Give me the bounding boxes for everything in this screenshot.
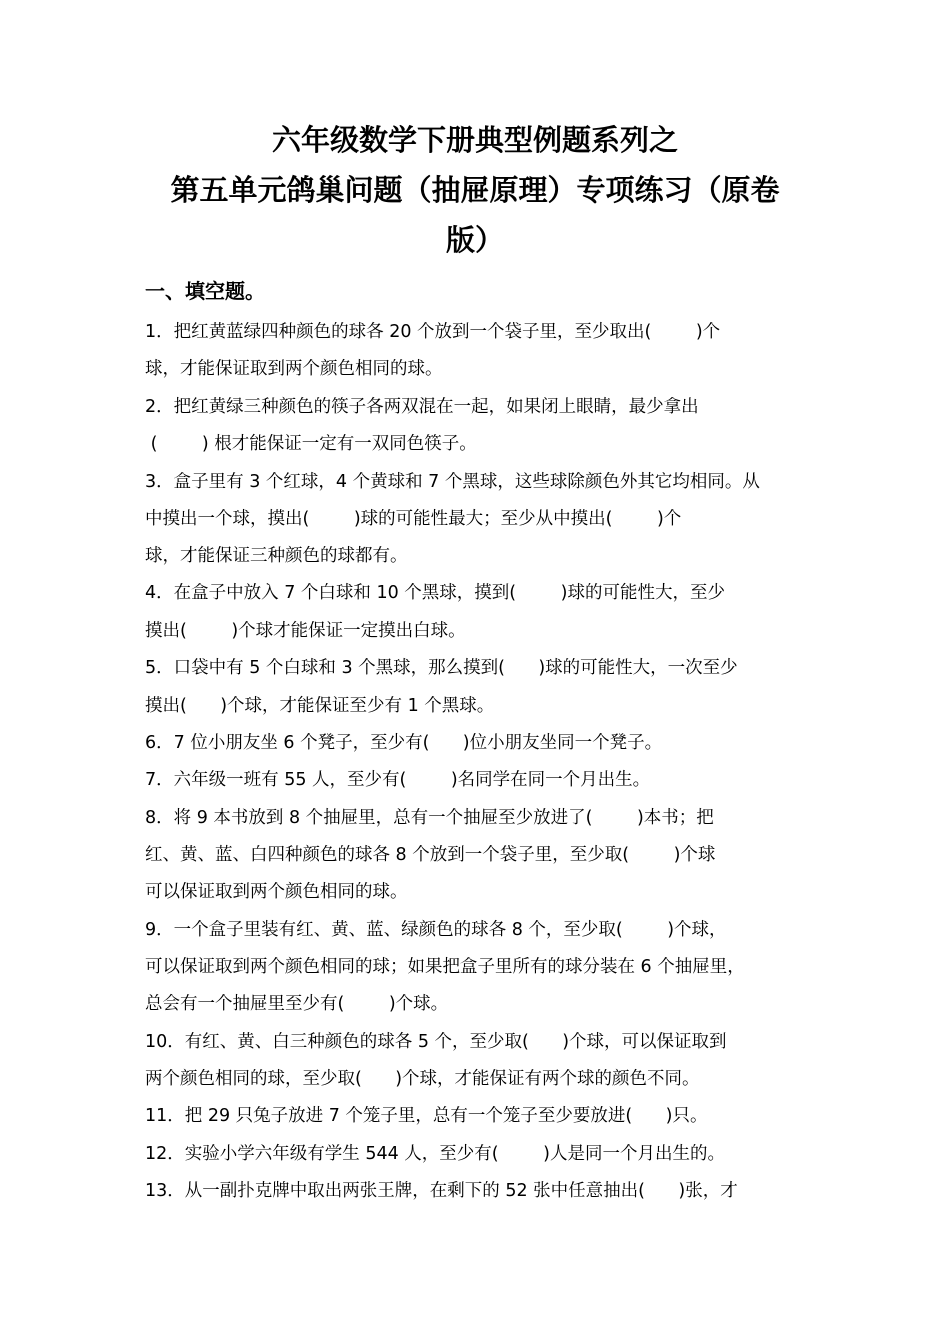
text-line: 9．一个盒子里装有红、黄、蓝、绿颜色的球各 8 个，至少取( )个球， — [145, 920, 727, 940]
text-line: 可以保证取到两个颜色相同的球；如果把盒子里所有的球分装在 6 个抽屉里， — [145, 957, 745, 977]
text-line: 8．将 9 本书放到 8 个抽屉里，总有一个抽屉至少放进了( )本书；把 — [145, 808, 714, 828]
text-line: 13．从一副扑克牌中取出两张王牌，在剩下的 52 张中任意抽出( )张，才 — [145, 1181, 738, 1201]
text-line: 5．口袋中有 5 个白球和 3 个黑球，那么摸到( )球的可能性大，一次至少 — [145, 658, 738, 678]
text-line: 摸出( )个球才能保证一定摸出白球。 — [145, 621, 466, 641]
text-line: 12．实验小学六年级有学生 544 人，至少有( )人是同一个月出生的。 — [145, 1144, 725, 1164]
title-line-1: 六年级数学下册典型例题系列之 — [271, 123, 678, 157]
section-heading: 一、填空题。 — [145, 279, 265, 303]
text-line: 总会有一个抽屉里至少有( )个球。 — [145, 994, 449, 1014]
text-line: 7．六年级一班有 55 人，至少有( )名同学在同一个月出生。 — [145, 770, 651, 790]
text-line: 两个颜色相同的球，至少取( )个球，才能保证有两个球的颜色不同。 — [145, 1069, 700, 1089]
text-line: 球，才能保证取到两个颜色相同的球。 — [145, 359, 443, 379]
text-line: 红、黄、蓝、白四种颜色的球各 8 个放到一个袋子里，至少取( )个球 — [145, 845, 716, 865]
text-line: 球，才能保证三种颜色的球都有。 — [145, 546, 408, 566]
text-line: 6．7 位小朋友坐 6 个凳子，至少有( )位小朋友坐同一个凳子。 — [145, 733, 663, 753]
text-line: ( ) 根才能保证一定有一双同色筷子。 — [145, 434, 477, 454]
text-line: 摸出( )个球，才能保证至少有 1 个黑球。 — [145, 696, 495, 716]
text-line: 4．在盒子中放入 7 个白球和 10 个黑球，摸到( )球的可能性大，至少 — [145, 583, 725, 603]
text-line: 3．盒子里有 3 个红球，4 个黄球和 7 个黑球，这些球除颜色外其它均相同。从 — [145, 472, 760, 492]
title-line-2: 第五单元鸽巢问题（抽屉原理）专项练习（原卷 — [170, 173, 780, 207]
text-line: 11．把 29 只兔子放进 7 个笼子里，总有一个笼子至少要放进( )只。 — [145, 1106, 708, 1126]
text-line: 1．把红黄蓝绿四种颜色的球各 20 个放到一个袋子里，至少取出( )个 — [145, 322, 721, 342]
text-line: 可以保证取到两个颜色相同的球。 — [145, 882, 408, 902]
title-line-3: 版） — [445, 223, 504, 257]
text-line: 2．把红黄绿三种颜色的筷子各两双混在一起，如果闭上眼睛，最少拿出 — [145, 397, 699, 417]
text-line: 10．有红、黄、白三种颜色的球各 5 个，至少取( )个球，可以保证取到 — [145, 1032, 727, 1052]
text-line: 中摸出一个球，摸出( )球的可能性最大；至少从中摸出( )个 — [145, 509, 682, 529]
